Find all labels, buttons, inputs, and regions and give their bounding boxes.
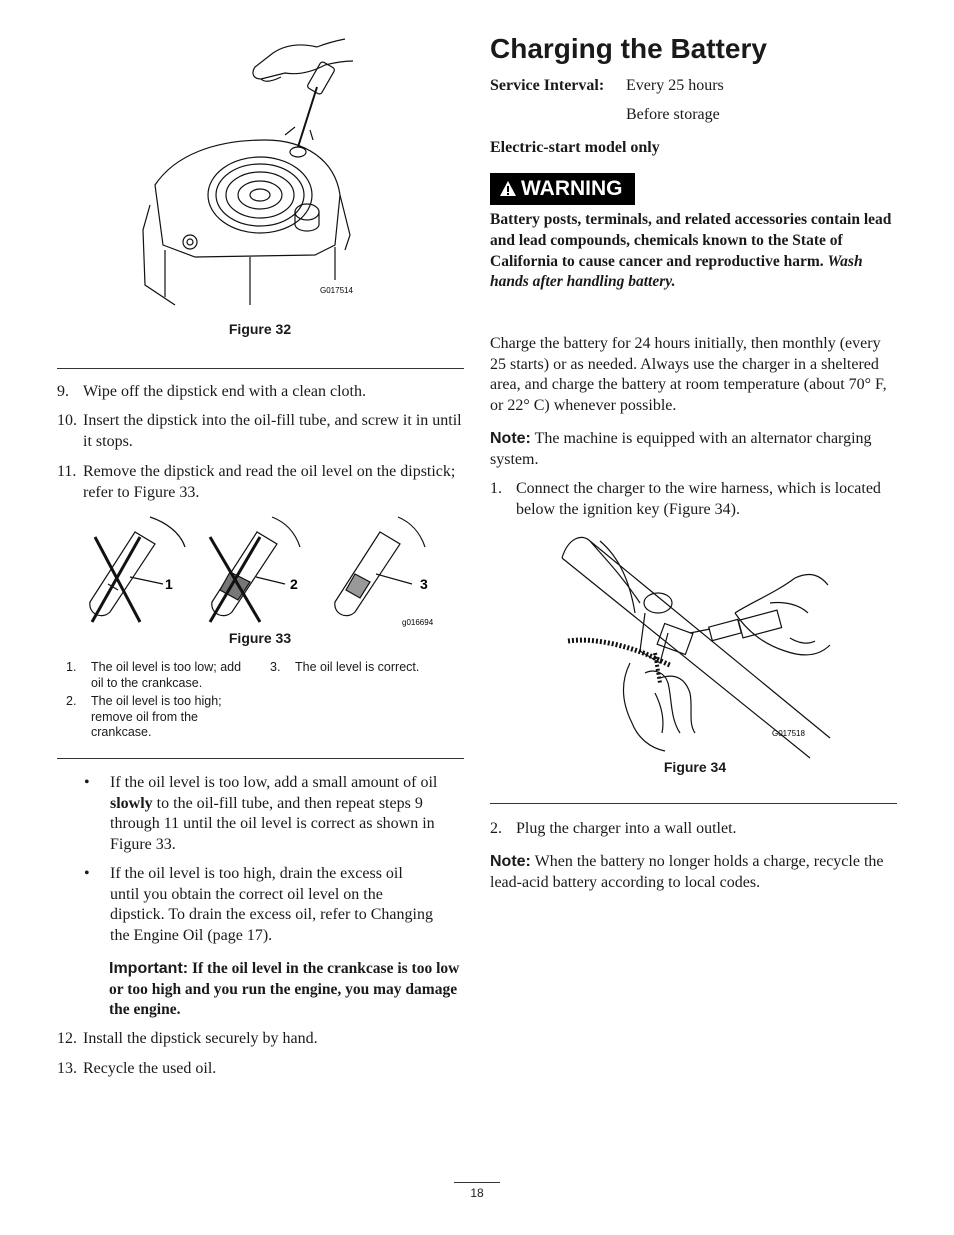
note-1: Note: The machine is equipped with an alternator charging system.: [490, 430, 872, 468]
bullet-item: • If the oil level is too high, drain the excess oil until you obtain the correct oil level on the dipstick. To drain the excess oil, refer to Changing the Engine Oil (page 17).: [84, 865, 433, 944]
list-item: 11. Remove the dipstick and read the oil level on the dipstick; refer to Figure 33.: [57, 463, 456, 501]
page-number: 18: [470, 1186, 484, 1200]
warning-triangle-icon: [499, 180, 517, 198]
legend-item: 3. The oil level is correct.: [270, 660, 420, 674]
section-title: Charging the Battery: [490, 33, 767, 64]
callout-3: 3: [420, 576, 428, 592]
callout-2: 2: [290, 576, 298, 592]
service-interval-label: Service Interval:: [490, 77, 605, 94]
list-item: 12. Install the dipstick securely by hand.: [57, 1030, 318, 1047]
figure-34-id: G017518: [772, 729, 805, 738]
note-2: Note: When the battery no longer holds a charge, recycle the lead-acid battery according to local codes.: [490, 853, 884, 891]
figure-32-illustration: [135, 35, 365, 315]
important-note: Important: If the oil level in the crankcase is too low or too high and you run the engine, you may damage the engine.: [109, 960, 460, 1018]
list-item: 10. Insert the dipstick into the oil-fill tube, and screw it in until it stops.: [57, 412, 462, 450]
bullet-item: • If the oil level is too low, add a small amount of oil slowly to the oil-fill tube, and then repeat steps 9 through 11 until the oil level is correct as shown in Figure 33.: [84, 774, 438, 853]
figure-33-caption: Figure 33: [228, 630, 292, 646]
figure-34-caption: Figure 34: [663, 759, 727, 775]
figure-33-id: g016694: [402, 618, 434, 627]
list-item: 9. Wipe off the dipstick end with a clean cloth.: [57, 383, 366, 400]
warning-text: Battery posts, terminals, and related accessories contain lead and lead compounds, chemicals known to the State of California to cause cancer and reproductive harm. Wash hands after handling battery.: [490, 211, 892, 291]
service-interval-value: Before storage: [626, 106, 720, 123]
footer-rule: [454, 1182, 500, 1183]
service-interval-value: Every 25 hours: [626, 77, 724, 94]
list-item: 2. Plug the charger into a wall outlet.: [490, 820, 737, 837]
callout-1: 1: [165, 576, 173, 592]
model-note: Electric-start model only: [490, 139, 660, 156]
figure-34-illustration: [560, 533, 835, 758]
list-item: 1. Connect the charger to the wire harness, which is located below the ignition key (Figure 34).: [490, 480, 881, 518]
figure-33-illustration: [80, 512, 440, 627]
legend-item: 2. The oil level is too high; remove oil from the crankcase.: [66, 694, 222, 739]
figure-divider: [57, 758, 464, 759]
intro-paragraph: Charge the battery for 24 hours initially, then monthly (every 25 starts) or as needed. Always use the charger in a sheltered area, and charge the battery at room temperature (about 70° F, or 22° C) whenever possible.: [490, 335, 887, 414]
figure-32-caption: Figure 32: [228, 321, 292, 337]
legend-item: 1. The oil level is too low; add oil to the crankcase.: [66, 660, 242, 690]
list-item: 13. Recycle the used oil.: [57, 1060, 217, 1077]
warning-label: WARNING: [521, 177, 623, 200]
figure-divider: [490, 803, 897, 804]
figure-32-id: G017514: [320, 286, 353, 295]
warning-banner: [490, 173, 635, 205]
figure-divider: [57, 368, 464, 369]
